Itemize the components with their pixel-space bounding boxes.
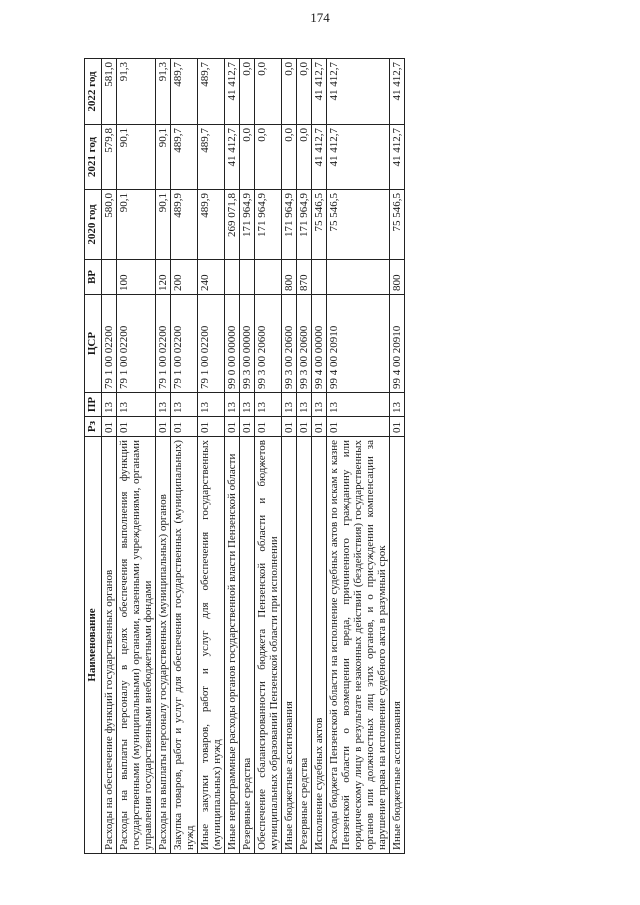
table-cell-2021: 0,0 <box>240 125 255 190</box>
header-2022: 2022 год <box>85 59 102 125</box>
table-cell-2021: 41 412,7 <box>390 125 405 190</box>
table-row <box>255 59 282 854</box>
table-cell-rz: 01 <box>117 417 156 437</box>
table-cell-2022: 41 412,7 <box>327 59 390 125</box>
table-cell-2020: 90,1 <box>156 190 171 260</box>
table-cell-2022: 91,3 <box>117 59 156 125</box>
table-row <box>297 59 312 854</box>
table-cell-csr: 99 4 00 20910 <box>390 295 405 393</box>
table-cell-2020: 75 546,5 <box>327 190 390 260</box>
page-number: 174 <box>310 10 330 25</box>
table-cell-name: Резервные средства <box>297 437 312 854</box>
table-cell-2021: 0,0 <box>297 125 312 190</box>
table-cell-2021: 579,8 <box>102 125 117 190</box>
header-vr: ВР <box>85 260 102 295</box>
table-cell-2020: 75 546,5 <box>390 190 405 260</box>
table-cell-2021: 41 412,7 <box>225 125 240 190</box>
table-cell-vr: 120 <box>156 260 171 295</box>
table-cell-rz: 01 <box>297 417 312 437</box>
table-row <box>198 59 225 854</box>
table-cell-name: Расходы на обеспечение функций государственных органов <box>102 437 117 854</box>
table-cell-rz: 01 <box>171 417 198 437</box>
table-cell-2021: 0,0 <box>282 125 297 190</box>
table-cell-pr: 13 <box>240 393 255 417</box>
table-cell-pr: 13 <box>225 393 240 417</box>
table-cell-csr: 99 4 00 00000 <box>312 295 327 393</box>
table-cell-rz: 01 <box>327 417 390 437</box>
table-cell-name: Резервные средства <box>240 437 255 854</box>
header-2021: 2021 год <box>85 125 102 190</box>
table-row <box>312 59 327 854</box>
rotated-table-wrapper <box>84 59 524 854</box>
table-cell-pr: 13 <box>102 393 117 417</box>
table-cell-rz: 01 <box>198 417 225 437</box>
table-cell-pr: 13 <box>255 393 282 417</box>
table-cell-2021: 489,7 <box>171 125 198 190</box>
table-cell-2022: 0,0 <box>240 59 255 125</box>
table-cell-vr: 200 <box>171 260 198 295</box>
table-cell-2020: 269 071,8 <box>225 190 240 260</box>
table-cell-name: Исполнение судебных актов <box>312 437 327 854</box>
table-cell-pr: 13 <box>171 393 198 417</box>
table-cell-2020: 171 964,9 <box>240 190 255 260</box>
table-cell-vr <box>102 260 117 295</box>
table-cell-2021: 41 412,7 <box>312 125 327 190</box>
table-cell-csr: 79 1 00 02200 <box>102 295 117 393</box>
table-row <box>156 59 171 854</box>
table-cell-csr: 99 3 00 20600 <box>255 295 282 393</box>
table-row <box>225 59 240 854</box>
table-cell-2021: 90,1 <box>156 125 171 190</box>
table-cell-rz: 01 <box>225 417 240 437</box>
table-cell-2020: 171 964,9 <box>282 190 297 260</box>
table-cell-csr: 99 3 00 20600 <box>282 295 297 393</box>
table-cell-vr: 240 <box>198 260 225 295</box>
table-cell-2022: 0,0 <box>297 59 312 125</box>
table-cell-2020: 171 964,9 <box>255 190 282 260</box>
table-cell-name: Расходы на выплаты персоналу в целях обеспечения выполнения функций государственными (муниципальными) органами, казенными учреждениями, органами управления государственными внебюджетными фондами <box>117 437 156 854</box>
table-cell-vr: 800 <box>390 260 405 295</box>
table-cell-2020: 90,1 <box>117 190 156 260</box>
table-cell-csr: 79 1 00 02200 <box>171 295 198 393</box>
table-cell-rz: 01 <box>102 417 117 437</box>
table-cell-vr: 870 <box>297 260 312 295</box>
table-cell-vr <box>312 260 327 295</box>
table-cell-2022: 41 412,7 <box>312 59 327 125</box>
header-2020: 2020 год <box>85 190 102 260</box>
table-cell-2022: 489,7 <box>171 59 198 125</box>
table-cell-csr: 99 3 00 20600 <box>297 295 312 393</box>
table-cell-pr: 13 <box>312 393 327 417</box>
table-row <box>327 59 390 854</box>
table-cell-csr: 79 1 00 02200 <box>117 295 156 393</box>
table-cell-vr <box>327 260 390 295</box>
table-cell-2022: 41 412,7 <box>390 59 405 125</box>
table-cell-name: Обеспечение сбалансированности бюджета Пензенской области и бюджетов муниципальных образований Пензенской области при исполнении <box>255 437 282 854</box>
table-cell-csr: 79 1 00 02200 <box>156 295 171 393</box>
header-rz: Рз <box>85 417 102 437</box>
table-cell-pr: 13 <box>282 393 297 417</box>
table-cell-rz: 01 <box>240 417 255 437</box>
table-row <box>282 59 297 854</box>
table-cell-pr: 13 <box>390 393 405 417</box>
table-header-row <box>85 59 102 854</box>
table-row <box>102 59 117 854</box>
table-cell-name: Иные бюджетные ассигнования <box>282 437 297 854</box>
table-cell-2022: 0,0 <box>282 59 297 125</box>
table-cell-vr: 100 <box>117 260 156 295</box>
table-cell-2022: 581,0 <box>102 59 117 125</box>
table-cell-vr <box>255 260 282 295</box>
table-body <box>102 59 405 854</box>
table-cell-2020: 489,9 <box>171 190 198 260</box>
header-name: Наименование <box>85 437 102 854</box>
table-cell-vr: 800 <box>282 260 297 295</box>
table-cell-2021: 489,7 <box>198 125 225 190</box>
table-cell-name: Расходы бюджета Пензенской области на исполнение судебных актов по искам к казне Пензенской области о возмещении вреда, причиненного гражданину или юридическому лицу в результате незаконных действий (бездействия) государственных органов или должностных лиц этих органов, и о присуждении компенсации за нарушение права на исполнение судебного акта в разумный срок <box>327 437 390 854</box>
table-cell-rz: 01 <box>156 417 171 437</box>
table-row <box>171 59 198 854</box>
table-cell-name: Иные бюджетные ассигнования <box>390 437 405 854</box>
table-cell-rz: 01 <box>390 417 405 437</box>
table-cell-rz: 01 <box>255 417 282 437</box>
table-cell-pr: 13 <box>117 393 156 417</box>
budget-table <box>84 58 405 854</box>
table-cell-2020: 171 964,9 <box>297 190 312 260</box>
table-cell-pr: 13 <box>327 393 390 417</box>
header-csr: ЦСР <box>85 295 102 393</box>
table-cell-2020: 580,0 <box>102 190 117 260</box>
table-cell-pr: 13 <box>156 393 171 417</box>
table-cell-2022: 0,0 <box>255 59 282 125</box>
table-cell-csr: 79 1 00 02200 <box>198 295 225 393</box>
table-cell-2022: 489,7 <box>198 59 225 125</box>
table-cell-name: Иные закупки товаров, работ и услуг для обеспечения государственных (муниципальных) нужд <box>198 437 225 854</box>
table-cell-2020: 489,9 <box>198 190 225 260</box>
table-cell-name: Расходы на выплаты персоналу государственных (муниципальных) органов <box>156 437 171 854</box>
table-cell-vr <box>225 260 240 295</box>
table-cell-2022: 41 412,7 <box>225 59 240 125</box>
table-row <box>240 59 255 854</box>
table-cell-name: Закупка товаров, работ и услуг для обеспечения государственных (муниципальных) нужд <box>171 437 198 854</box>
table-cell-pr: 13 <box>297 393 312 417</box>
table-cell-2022: 91,3 <box>156 59 171 125</box>
table-cell-2021: 0,0 <box>255 125 282 190</box>
table-cell-name: Иные непрограммные расходы органов государственной власти Пензенской области <box>225 437 240 854</box>
table-cell-pr: 13 <box>198 393 225 417</box>
table-cell-2020: 75 546,5 <box>312 190 327 260</box>
table-cell-2021: 41 412,7 <box>327 125 390 190</box>
header-pr: ПР <box>85 393 102 417</box>
table-row <box>390 59 405 854</box>
table-cell-vr <box>240 260 255 295</box>
table-cell-csr: 99 0 00 00000 <box>225 295 240 393</box>
table-cell-csr: 99 3 00 00000 <box>240 295 255 393</box>
table-cell-csr: 99 4 00 20910 <box>327 295 390 393</box>
table-row <box>117 59 156 854</box>
table-cell-2021: 90,1 <box>117 125 156 190</box>
table-cell-rz: 01 <box>312 417 327 437</box>
table-cell-rz: 01 <box>282 417 297 437</box>
